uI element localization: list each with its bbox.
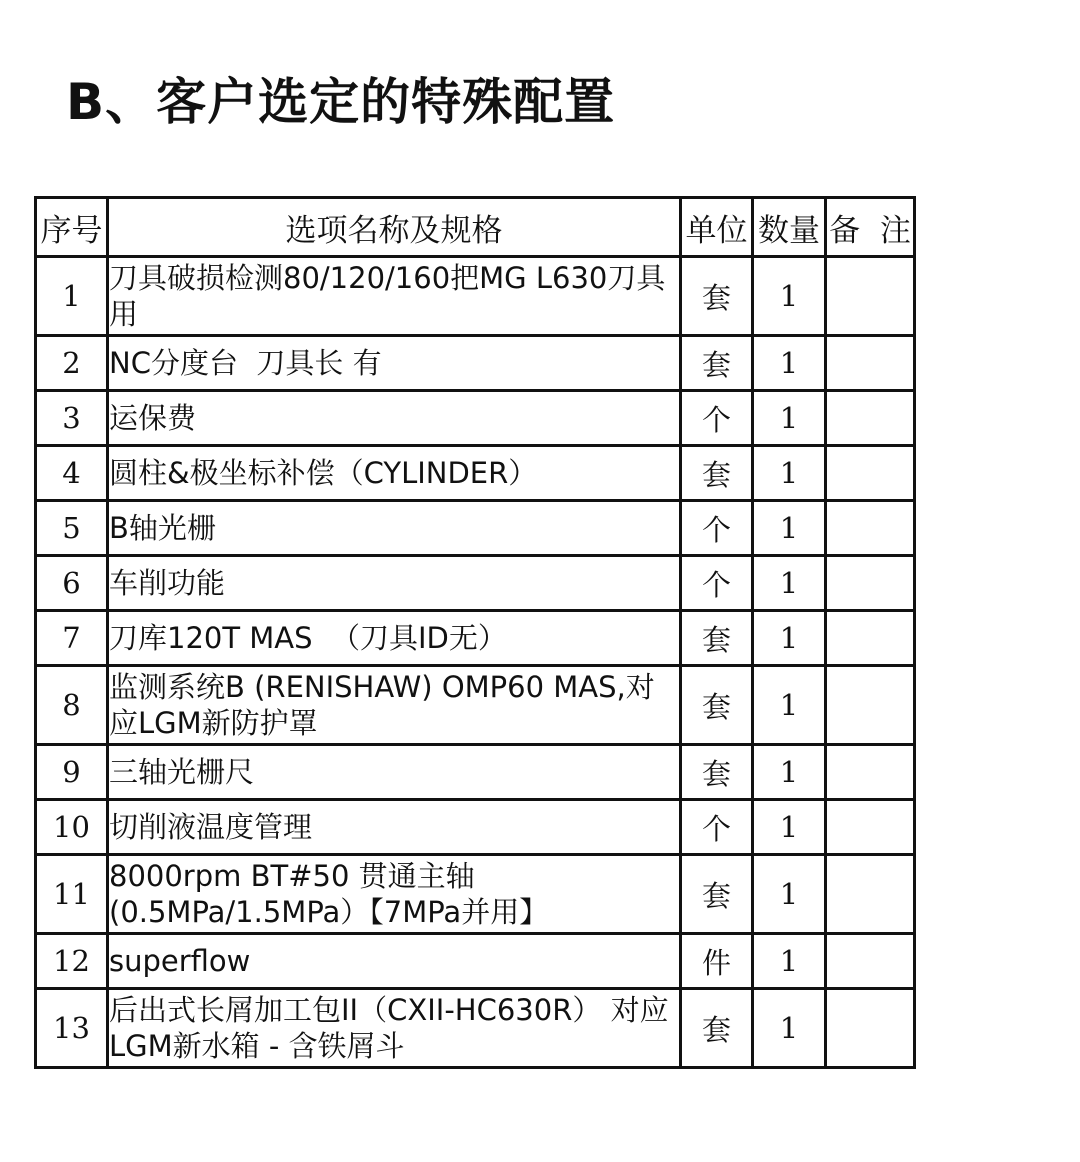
table-row <box>36 556 915 611</box>
header-note: 备 注 <box>826 198 915 257</box>
row-number: 11 <box>36 855 108 934</box>
row-note <box>826 556 915 611</box>
row-qty: 1 <box>753 556 826 611</box>
row-name: 圆柱&极坐标补偿（CYLINDER） <box>108 446 681 501</box>
table-row <box>36 745 915 800</box>
row-qty: 1 <box>753 611 826 666</box>
row-name: 三轴光栅尺 <box>108 745 681 800</box>
row-name: 8000rpm BT#50 贯通主轴(0.5MPa/1.5MPa）【7MPa并用】 <box>108 855 681 934</box>
page-title: B、客户选定的特殊配置 <box>66 73 616 131</box>
header-qty: 数量 <box>753 198 826 257</box>
row-number: 7 <box>36 611 108 666</box>
row-unit: 套 <box>681 666 753 745</box>
table-row <box>36 855 915 934</box>
row-number: 12 <box>36 934 108 989</box>
table-row <box>36 257 915 336</box>
row-number: 5 <box>36 501 108 556</box>
row-name: superflow <box>108 934 681 989</box>
row-number: 1 <box>36 257 108 336</box>
row-note <box>826 391 915 446</box>
row-note <box>826 934 915 989</box>
row-unit: 件 <box>681 934 753 989</box>
row-unit: 个 <box>681 391 753 446</box>
config-table <box>34 196 916 1069</box>
row-unit: 个 <box>681 800 753 855</box>
row-qty: 1 <box>753 666 826 745</box>
table-header-row <box>36 198 915 257</box>
row-number: 4 <box>36 446 108 501</box>
row-name: 刀具破损检测80/120/160把MG L630刀具用 <box>108 257 681 336</box>
row-number: 3 <box>36 391 108 446</box>
table-row <box>36 611 915 666</box>
row-number: 8 <box>36 666 108 745</box>
row-unit: 个 <box>681 556 753 611</box>
row-unit: 套 <box>681 336 753 391</box>
table-row <box>36 666 915 745</box>
row-note <box>826 855 915 934</box>
row-number: 2 <box>36 336 108 391</box>
row-unit: 套 <box>681 446 753 501</box>
row-number: 6 <box>36 556 108 611</box>
row-name: B轴光栅 <box>108 501 681 556</box>
row-name: 监测系统B (RENISHAW) OMP60 MAS,对应LGM新防护罩 <box>108 666 681 745</box>
row-number: 10 <box>36 800 108 855</box>
row-unit: 个 <box>681 501 753 556</box>
header-no: 序号 <box>36 198 108 257</box>
row-number: 13 <box>36 989 108 1068</box>
row-unit: 套 <box>681 855 753 934</box>
table-row <box>36 501 915 556</box>
table-row <box>36 989 915 1068</box>
row-qty: 1 <box>753 745 826 800</box>
row-qty: 1 <box>753 501 826 556</box>
row-qty: 1 <box>753 800 826 855</box>
row-name: 车削功能 <box>108 556 681 611</box>
row-name: 后出式长屑加工包II（CXII-HC630R） 对应LGM新水箱 - 含铁屑斗 <box>108 989 681 1068</box>
row-note <box>826 989 915 1068</box>
row-qty: 1 <box>753 934 826 989</box>
row-note <box>826 611 915 666</box>
row-qty: 1 <box>753 336 826 391</box>
header-name: 选项名称及规格 <box>108 198 681 257</box>
table-row <box>36 336 915 391</box>
row-name: 刀库120T MAS （刀具ID无） <box>108 611 681 666</box>
table-row <box>36 934 915 989</box>
row-note <box>826 336 915 391</box>
row-note <box>826 501 915 556</box>
header-unit: 单位 <box>681 198 753 257</box>
row-number: 9 <box>36 745 108 800</box>
row-qty: 1 <box>753 855 826 934</box>
row-unit: 套 <box>681 989 753 1068</box>
row-qty: 1 <box>753 446 826 501</box>
row-note <box>826 257 915 336</box>
row-name: 切削液温度管理 <box>108 800 681 855</box>
row-note <box>826 800 915 855</box>
row-qty: 1 <box>753 391 826 446</box>
row-qty: 1 <box>753 989 826 1068</box>
table-row <box>36 446 915 501</box>
row-qty: 1 <box>753 257 826 336</box>
table-row <box>36 800 915 855</box>
row-unit: 套 <box>681 611 753 666</box>
table-row <box>36 391 915 446</box>
row-unit: 套 <box>681 257 753 336</box>
row-name: NC分度台 刀具长 有 <box>108 336 681 391</box>
row-unit: 套 <box>681 745 753 800</box>
row-note <box>826 745 915 800</box>
row-note <box>826 666 915 745</box>
row-note <box>826 446 915 501</box>
row-name: 运保费 <box>108 391 681 446</box>
